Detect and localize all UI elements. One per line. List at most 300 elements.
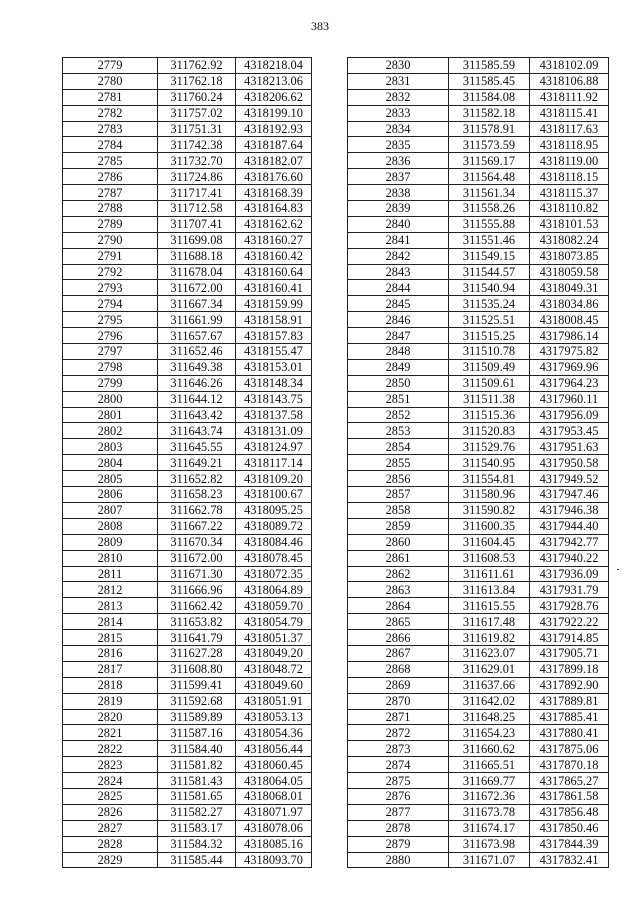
x-coordinate-cell: 311629.01: [449, 661, 530, 677]
x-coordinate-cell: 311649.38: [158, 359, 236, 375]
point-number-cell: 2834: [348, 121, 449, 137]
point-number-cell: 2873: [348, 741, 449, 757]
table-row: [63, 58, 312, 74]
x-coordinate-cell: 311660.62: [449, 741, 530, 757]
table-row: [63, 820, 312, 836]
x-coordinate-cell: 311584.40: [158, 741, 236, 757]
point-number-cell: 2813: [63, 598, 158, 614]
table-row: [63, 518, 312, 534]
y-coordinate-cell: 4317928.76: [530, 598, 609, 614]
y-coordinate-cell: 4318073.85: [530, 248, 609, 264]
table-row: [348, 518, 609, 534]
x-coordinate-cell: 311585.59: [449, 58, 530, 74]
table-row: [63, 614, 312, 630]
x-coordinate-cell: 311604.45: [449, 534, 530, 550]
table-row: [63, 709, 312, 725]
y-coordinate-cell: 4318192.93: [236, 121, 312, 137]
y-coordinate-cell: 4318117.63: [530, 121, 609, 137]
point-number-cell: 2820: [63, 709, 158, 725]
x-coordinate-cell: 311600.35: [449, 518, 530, 534]
point-number-cell: 2824: [63, 773, 158, 789]
point-number-cell: 2828: [63, 836, 158, 852]
y-coordinate-cell: 4318153.01: [236, 359, 312, 375]
x-coordinate-cell: 311582.18: [449, 105, 530, 121]
x-coordinate-cell: 311617.48: [449, 614, 530, 630]
point-number-cell: 2863: [348, 582, 449, 598]
table-row: [63, 232, 312, 248]
point-number-cell: 2807: [63, 502, 158, 518]
y-coordinate-cell: 4318115.41: [530, 105, 609, 121]
point-number-cell: 2805: [63, 471, 158, 487]
x-coordinate-cell: 311672.36: [449, 788, 530, 804]
point-number-cell: 2846: [348, 312, 449, 328]
y-coordinate-cell: 4317986.14: [530, 328, 609, 344]
table-row: [348, 296, 609, 312]
y-coordinate-cell: 4318158.91: [236, 312, 312, 328]
point-number-cell: 2874: [348, 757, 449, 773]
x-coordinate-cell: 311732.70: [158, 153, 236, 169]
y-coordinate-cell: 4318160.41: [236, 280, 312, 296]
x-coordinate-cell: 311619.82: [449, 630, 530, 646]
x-coordinate-cell: 311643.74: [158, 423, 236, 439]
y-coordinate-cell: 4317931.79: [530, 582, 609, 598]
point-number-cell: 2817: [63, 661, 158, 677]
table-row: [63, 344, 312, 360]
y-coordinate-cell: 4318182.07: [236, 153, 312, 169]
point-number-cell: 2862: [348, 566, 449, 582]
point-number-cell: 2852: [348, 407, 449, 423]
x-coordinate-cell: 311643.42: [158, 407, 236, 423]
point-number-cell: 2853: [348, 423, 449, 439]
point-number-cell: 2808: [63, 518, 158, 534]
y-coordinate-cell: 4317889.81: [530, 693, 609, 709]
y-coordinate-cell: 4318049.20: [236, 645, 312, 661]
point-number-cell: 2842: [348, 248, 449, 264]
table-row: [348, 280, 609, 296]
table-row: [348, 58, 609, 74]
table-row: [63, 391, 312, 407]
x-coordinate-cell: 311535.24: [449, 296, 530, 312]
table-row: [348, 137, 609, 153]
y-coordinate-cell: 4318082.24: [530, 232, 609, 248]
point-number-cell: 2867: [348, 645, 449, 661]
table-row: [348, 328, 609, 344]
table-row: [348, 423, 609, 439]
y-coordinate-cell: 4318059.70: [236, 598, 312, 614]
x-coordinate-cell: 311580.96: [449, 487, 530, 503]
point-number-cell: 2839: [348, 201, 449, 217]
y-coordinate-cell: 4317880.41: [530, 725, 609, 741]
y-coordinate-cell: 4317951.63: [530, 439, 609, 455]
y-coordinate-cell: 4317856.48: [530, 804, 609, 820]
table-row: [348, 709, 609, 725]
y-coordinate-cell: 4318101.53: [530, 216, 609, 232]
table-row: [63, 105, 312, 121]
table-row: [63, 566, 312, 582]
y-coordinate-cell: 4317975.82: [530, 344, 609, 360]
x-coordinate-cell: 311678.04: [158, 264, 236, 280]
x-coordinate-cell: 311581.43: [158, 773, 236, 789]
point-number-cell: 2819: [63, 693, 158, 709]
point-number-cell: 2849: [348, 359, 449, 375]
y-coordinate-cell: 4318071.97: [236, 804, 312, 820]
x-coordinate-cell: 311611.61: [449, 566, 530, 582]
x-coordinate-cell: 311520.83: [449, 423, 530, 439]
table-row: [348, 439, 609, 455]
point-number-cell: 2847: [348, 328, 449, 344]
y-coordinate-cell: 4317936.09: [530, 566, 609, 582]
point-number-cell: 2802: [63, 423, 158, 439]
x-coordinate-cell: 311699.08: [158, 232, 236, 248]
y-coordinate-cell: 4318199.10: [236, 105, 312, 121]
table-row: [348, 677, 609, 693]
point-number-cell: 2816: [63, 645, 158, 661]
y-coordinate-cell: 4317875.06: [530, 741, 609, 757]
table-row: [63, 773, 312, 789]
x-coordinate-cell: 311599.41: [158, 677, 236, 693]
table-row: [348, 550, 609, 566]
table-row: [63, 73, 312, 89]
table-row: [63, 741, 312, 757]
point-number-cell: 2872: [348, 725, 449, 741]
y-coordinate-cell: 4317870.18: [530, 757, 609, 773]
table-row: [63, 582, 312, 598]
point-number-cell: 2783: [63, 121, 158, 137]
y-coordinate-cell: 4318124.97: [236, 439, 312, 455]
point-number-cell: 2860: [348, 534, 449, 550]
y-coordinate-cell: 4318118.95: [530, 137, 609, 153]
table-row: [348, 788, 609, 804]
point-number-cell: 2793: [63, 280, 158, 296]
x-coordinate-cell: 311525.51: [449, 312, 530, 328]
table-row: [63, 248, 312, 264]
table-row: [63, 264, 312, 280]
x-coordinate-cell: 311717.41: [158, 185, 236, 201]
x-coordinate-cell: 311589.89: [158, 709, 236, 725]
y-coordinate-cell: 4317953.45: [530, 423, 609, 439]
table-row: [63, 836, 312, 852]
table-row: [63, 407, 312, 423]
x-coordinate-cell: 311623.07: [449, 645, 530, 661]
y-coordinate-cell: 4318095.25: [236, 502, 312, 518]
table-row: [348, 598, 609, 614]
table-row: [63, 804, 312, 820]
y-coordinate-cell: 4318218.04: [236, 58, 312, 74]
table-row: [348, 630, 609, 646]
table-row: [348, 407, 609, 423]
table-row: [348, 344, 609, 360]
y-coordinate-cell: 4317899.18: [530, 661, 609, 677]
x-coordinate-cell: 311653.82: [158, 614, 236, 630]
y-coordinate-cell: 4317940.22: [530, 550, 609, 566]
point-number-cell: 2826: [63, 804, 158, 820]
point-number-cell: 2864: [348, 598, 449, 614]
table-row: [63, 471, 312, 487]
y-coordinate-cell: 4318093.70: [236, 852, 312, 868]
table-row: [63, 89, 312, 105]
x-coordinate-cell: 311672.00: [158, 280, 236, 296]
table-row: [63, 598, 312, 614]
x-coordinate-cell: 311573.59: [449, 137, 530, 153]
point-number-cell: 2835: [348, 137, 449, 153]
y-coordinate-cell: 4318118.15: [530, 169, 609, 185]
x-coordinate-cell: 311585.45: [449, 73, 530, 89]
y-coordinate-cell: 4318100.67: [236, 487, 312, 503]
x-coordinate-cell: 311646.26: [158, 375, 236, 391]
x-coordinate-cell: 311665.51: [449, 757, 530, 773]
table-row: [63, 788, 312, 804]
table-row: [348, 741, 609, 757]
x-coordinate-cell: 311762.92: [158, 58, 236, 74]
x-coordinate-cell: 311673.78: [449, 804, 530, 820]
table-row: [348, 73, 609, 89]
y-coordinate-cell: 4318008.45: [530, 312, 609, 328]
y-coordinate-cell: 4318168.39: [236, 185, 312, 201]
point-number-cell: 2792: [63, 264, 158, 280]
point-number-cell: 2866: [348, 630, 449, 646]
y-coordinate-cell: 4317950.58: [530, 455, 609, 471]
x-coordinate-cell: 311670.34: [158, 534, 236, 550]
point-number-cell: 2844: [348, 280, 449, 296]
y-coordinate-cell: 4317892.90: [530, 677, 609, 693]
x-coordinate-cell: 311649.21: [158, 455, 236, 471]
x-coordinate-cell: 311569.17: [449, 153, 530, 169]
table-row: [348, 185, 609, 201]
y-coordinate-cell: 4318049.31: [530, 280, 609, 296]
x-coordinate-cell: 311707.41: [158, 216, 236, 232]
point-number-cell: 2836: [348, 153, 449, 169]
y-coordinate-cell: 4318068.01: [236, 788, 312, 804]
point-number-cell: 2804: [63, 455, 158, 471]
point-number-cell: 2869: [348, 677, 449, 693]
y-coordinate-cell: 4317861.58: [530, 788, 609, 804]
point-number-cell: 2806: [63, 487, 158, 503]
point-number-cell: 2857: [348, 487, 449, 503]
point-number-cell: 2809: [63, 534, 158, 550]
table-row: [63, 280, 312, 296]
table-row: [63, 725, 312, 741]
y-coordinate-cell: 4318117.14: [236, 455, 312, 471]
y-coordinate-cell: 4318119.00: [530, 153, 609, 169]
table-row: [63, 359, 312, 375]
x-coordinate-cell: 311667.22: [158, 518, 236, 534]
y-coordinate-cell: 4318176.60: [236, 169, 312, 185]
x-coordinate-cell: 311582.27: [158, 804, 236, 820]
x-coordinate-cell: 311751.31: [158, 121, 236, 137]
table-row: [348, 820, 609, 836]
point-number-cell: 2859: [348, 518, 449, 534]
x-coordinate-cell: 311608.53: [449, 550, 530, 566]
x-coordinate-cell: 311674.17: [449, 820, 530, 836]
y-coordinate-cell: 4318048.72: [236, 661, 312, 677]
table-row: [348, 471, 609, 487]
table-row: [348, 582, 609, 598]
x-coordinate-cell: 311615.55: [449, 598, 530, 614]
point-number-cell: 2815: [63, 630, 158, 646]
point-number-cell: 2811: [63, 566, 158, 582]
point-number-cell: 2787: [63, 185, 158, 201]
table-row: [348, 105, 609, 121]
x-coordinate-cell: 311578.91: [449, 121, 530, 137]
y-coordinate-cell: 4317960.11: [530, 391, 609, 407]
point-number-cell: 2829: [63, 852, 158, 868]
point-number-cell: 2854: [348, 439, 449, 455]
y-coordinate-cell: 4318159.99: [236, 296, 312, 312]
y-coordinate-cell: 4318143.75: [236, 391, 312, 407]
point-number-cell: 2810: [63, 550, 158, 566]
table-row: [63, 137, 312, 153]
y-coordinate-cell: 4317969.96: [530, 359, 609, 375]
x-coordinate-cell: 311662.78: [158, 502, 236, 518]
point-number-cell: 2865: [348, 614, 449, 630]
point-number-cell: 2843: [348, 264, 449, 280]
x-coordinate-cell: 311661.99: [158, 312, 236, 328]
table-row: [348, 359, 609, 375]
table-row: [348, 693, 609, 709]
table-row: [348, 89, 609, 105]
point-number-cell: 2786: [63, 169, 158, 185]
table-row: [348, 216, 609, 232]
table-row: [63, 677, 312, 693]
table-row: [63, 328, 312, 344]
x-coordinate-cell: 311509.61: [449, 375, 530, 391]
point-number-cell: 2789: [63, 216, 158, 232]
y-coordinate-cell: 4317942.77: [530, 534, 609, 550]
x-coordinate-cell: 311555.88: [449, 216, 530, 232]
x-coordinate-cell: 311583.17: [158, 820, 236, 836]
x-coordinate-cell: 311564.48: [449, 169, 530, 185]
point-number-cell: 2791: [63, 248, 158, 264]
x-coordinate-cell: 311554.81: [449, 471, 530, 487]
page-number: 383: [311, 19, 329, 33]
y-coordinate-cell: 4318060.45: [236, 757, 312, 773]
x-coordinate-cell: 311581.82: [158, 757, 236, 773]
y-coordinate-cell: 4318162.62: [236, 216, 312, 232]
y-coordinate-cell: 4318084.46: [236, 534, 312, 550]
point-number-cell: 2795: [63, 312, 158, 328]
x-coordinate-cell: 311511.38: [449, 391, 530, 407]
x-coordinate-cell: 311549.15: [449, 248, 530, 264]
y-coordinate-cell: 4318137.58: [236, 407, 312, 423]
x-coordinate-cell: 311669.77: [449, 773, 530, 789]
point-number-cell: 2838: [348, 185, 449, 201]
y-coordinate-cell: 4317905.71: [530, 645, 609, 661]
point-number-cell: 2781: [63, 89, 158, 105]
point-number-cell: 2832: [348, 89, 449, 105]
y-coordinate-cell: 4318049.60: [236, 677, 312, 693]
point-number-cell: 2821: [63, 725, 158, 741]
x-coordinate-cell: 311590.82: [449, 502, 530, 518]
point-number-cell: 2841: [348, 232, 449, 248]
x-coordinate-cell: 311540.95: [449, 455, 530, 471]
y-coordinate-cell: 4318078.06: [236, 820, 312, 836]
y-coordinate-cell: 4318110.82: [530, 201, 609, 217]
point-number-cell: 2848: [348, 344, 449, 360]
table-row: [63, 201, 312, 217]
table-row: [63, 534, 312, 550]
table-row: [348, 566, 609, 582]
stray-mark: [617, 569, 619, 570]
y-coordinate-cell: 4318111.92: [530, 89, 609, 105]
point-number-cell: 2812: [63, 582, 158, 598]
point-number-cell: 2818: [63, 677, 158, 693]
x-coordinate-cell: 311671.07: [449, 852, 530, 868]
x-coordinate-cell: 311658.23: [158, 487, 236, 503]
y-coordinate-cell: 4318054.79: [236, 614, 312, 630]
x-coordinate-cell: 311645.55: [158, 439, 236, 455]
point-number-cell: 2861: [348, 550, 449, 566]
x-coordinate-cell: 311584.32: [158, 836, 236, 852]
x-coordinate-cell: 311641.79: [158, 630, 236, 646]
table-row: [63, 216, 312, 232]
table-row: [348, 201, 609, 217]
x-coordinate-cell: 311627.28: [158, 645, 236, 661]
coordinate-table-right: [347, 57, 609, 868]
y-coordinate-cell: 4317832.41: [530, 852, 609, 868]
point-number-cell: 2798: [63, 359, 158, 375]
table-row: [63, 693, 312, 709]
point-number-cell: 2878: [348, 820, 449, 836]
point-number-cell: 2822: [63, 741, 158, 757]
table-row: [63, 645, 312, 661]
x-coordinate-cell: 311648.25: [449, 709, 530, 725]
x-coordinate-cell: 311652.46: [158, 344, 236, 360]
x-coordinate-cell: 311644.12: [158, 391, 236, 407]
point-number-cell: 2782: [63, 105, 158, 121]
point-number-cell: 2850: [348, 375, 449, 391]
table-row: [348, 836, 609, 852]
table-row: [63, 757, 312, 773]
table-row: [63, 852, 312, 868]
point-number-cell: 2814: [63, 614, 158, 630]
point-number-cell: 2845: [348, 296, 449, 312]
table-row: [63, 312, 312, 328]
point-number-cell: 2833: [348, 105, 449, 121]
point-number-cell: 2877: [348, 804, 449, 820]
x-coordinate-cell: 311613.84: [449, 582, 530, 598]
point-number-cell: 2788: [63, 201, 158, 217]
table-row: [348, 312, 609, 328]
point-number-cell: 2855: [348, 455, 449, 471]
point-number-cell: 2840: [348, 216, 449, 232]
y-coordinate-cell: 4318085.16: [236, 836, 312, 852]
table-row: [63, 185, 312, 201]
table-row: [63, 423, 312, 439]
x-coordinate-cell: 311666.96: [158, 582, 236, 598]
x-coordinate-cell: 311529.76: [449, 439, 530, 455]
x-coordinate-cell: 311760.24: [158, 89, 236, 105]
point-number-cell: 2784: [63, 137, 158, 153]
point-number-cell: 2799: [63, 375, 158, 391]
table-row: [348, 375, 609, 391]
x-coordinate-cell: 311515.36: [449, 407, 530, 423]
x-coordinate-cell: 311762.18: [158, 73, 236, 89]
y-coordinate-cell: 4317922.22: [530, 614, 609, 630]
point-number-cell: 2825: [63, 788, 158, 804]
table-row: [348, 455, 609, 471]
point-number-cell: 2780: [63, 73, 158, 89]
table-row: [63, 153, 312, 169]
y-coordinate-cell: 4318160.64: [236, 264, 312, 280]
x-coordinate-cell: 311608.80: [158, 661, 236, 677]
point-number-cell: 2868: [348, 661, 449, 677]
table-row: [63, 661, 312, 677]
x-coordinate-cell: 311742.38: [158, 137, 236, 153]
table-row: [348, 757, 609, 773]
y-coordinate-cell: 4318059.58: [530, 264, 609, 280]
y-coordinate-cell: 4318109.20: [236, 471, 312, 487]
y-coordinate-cell: 4317956.09: [530, 407, 609, 423]
